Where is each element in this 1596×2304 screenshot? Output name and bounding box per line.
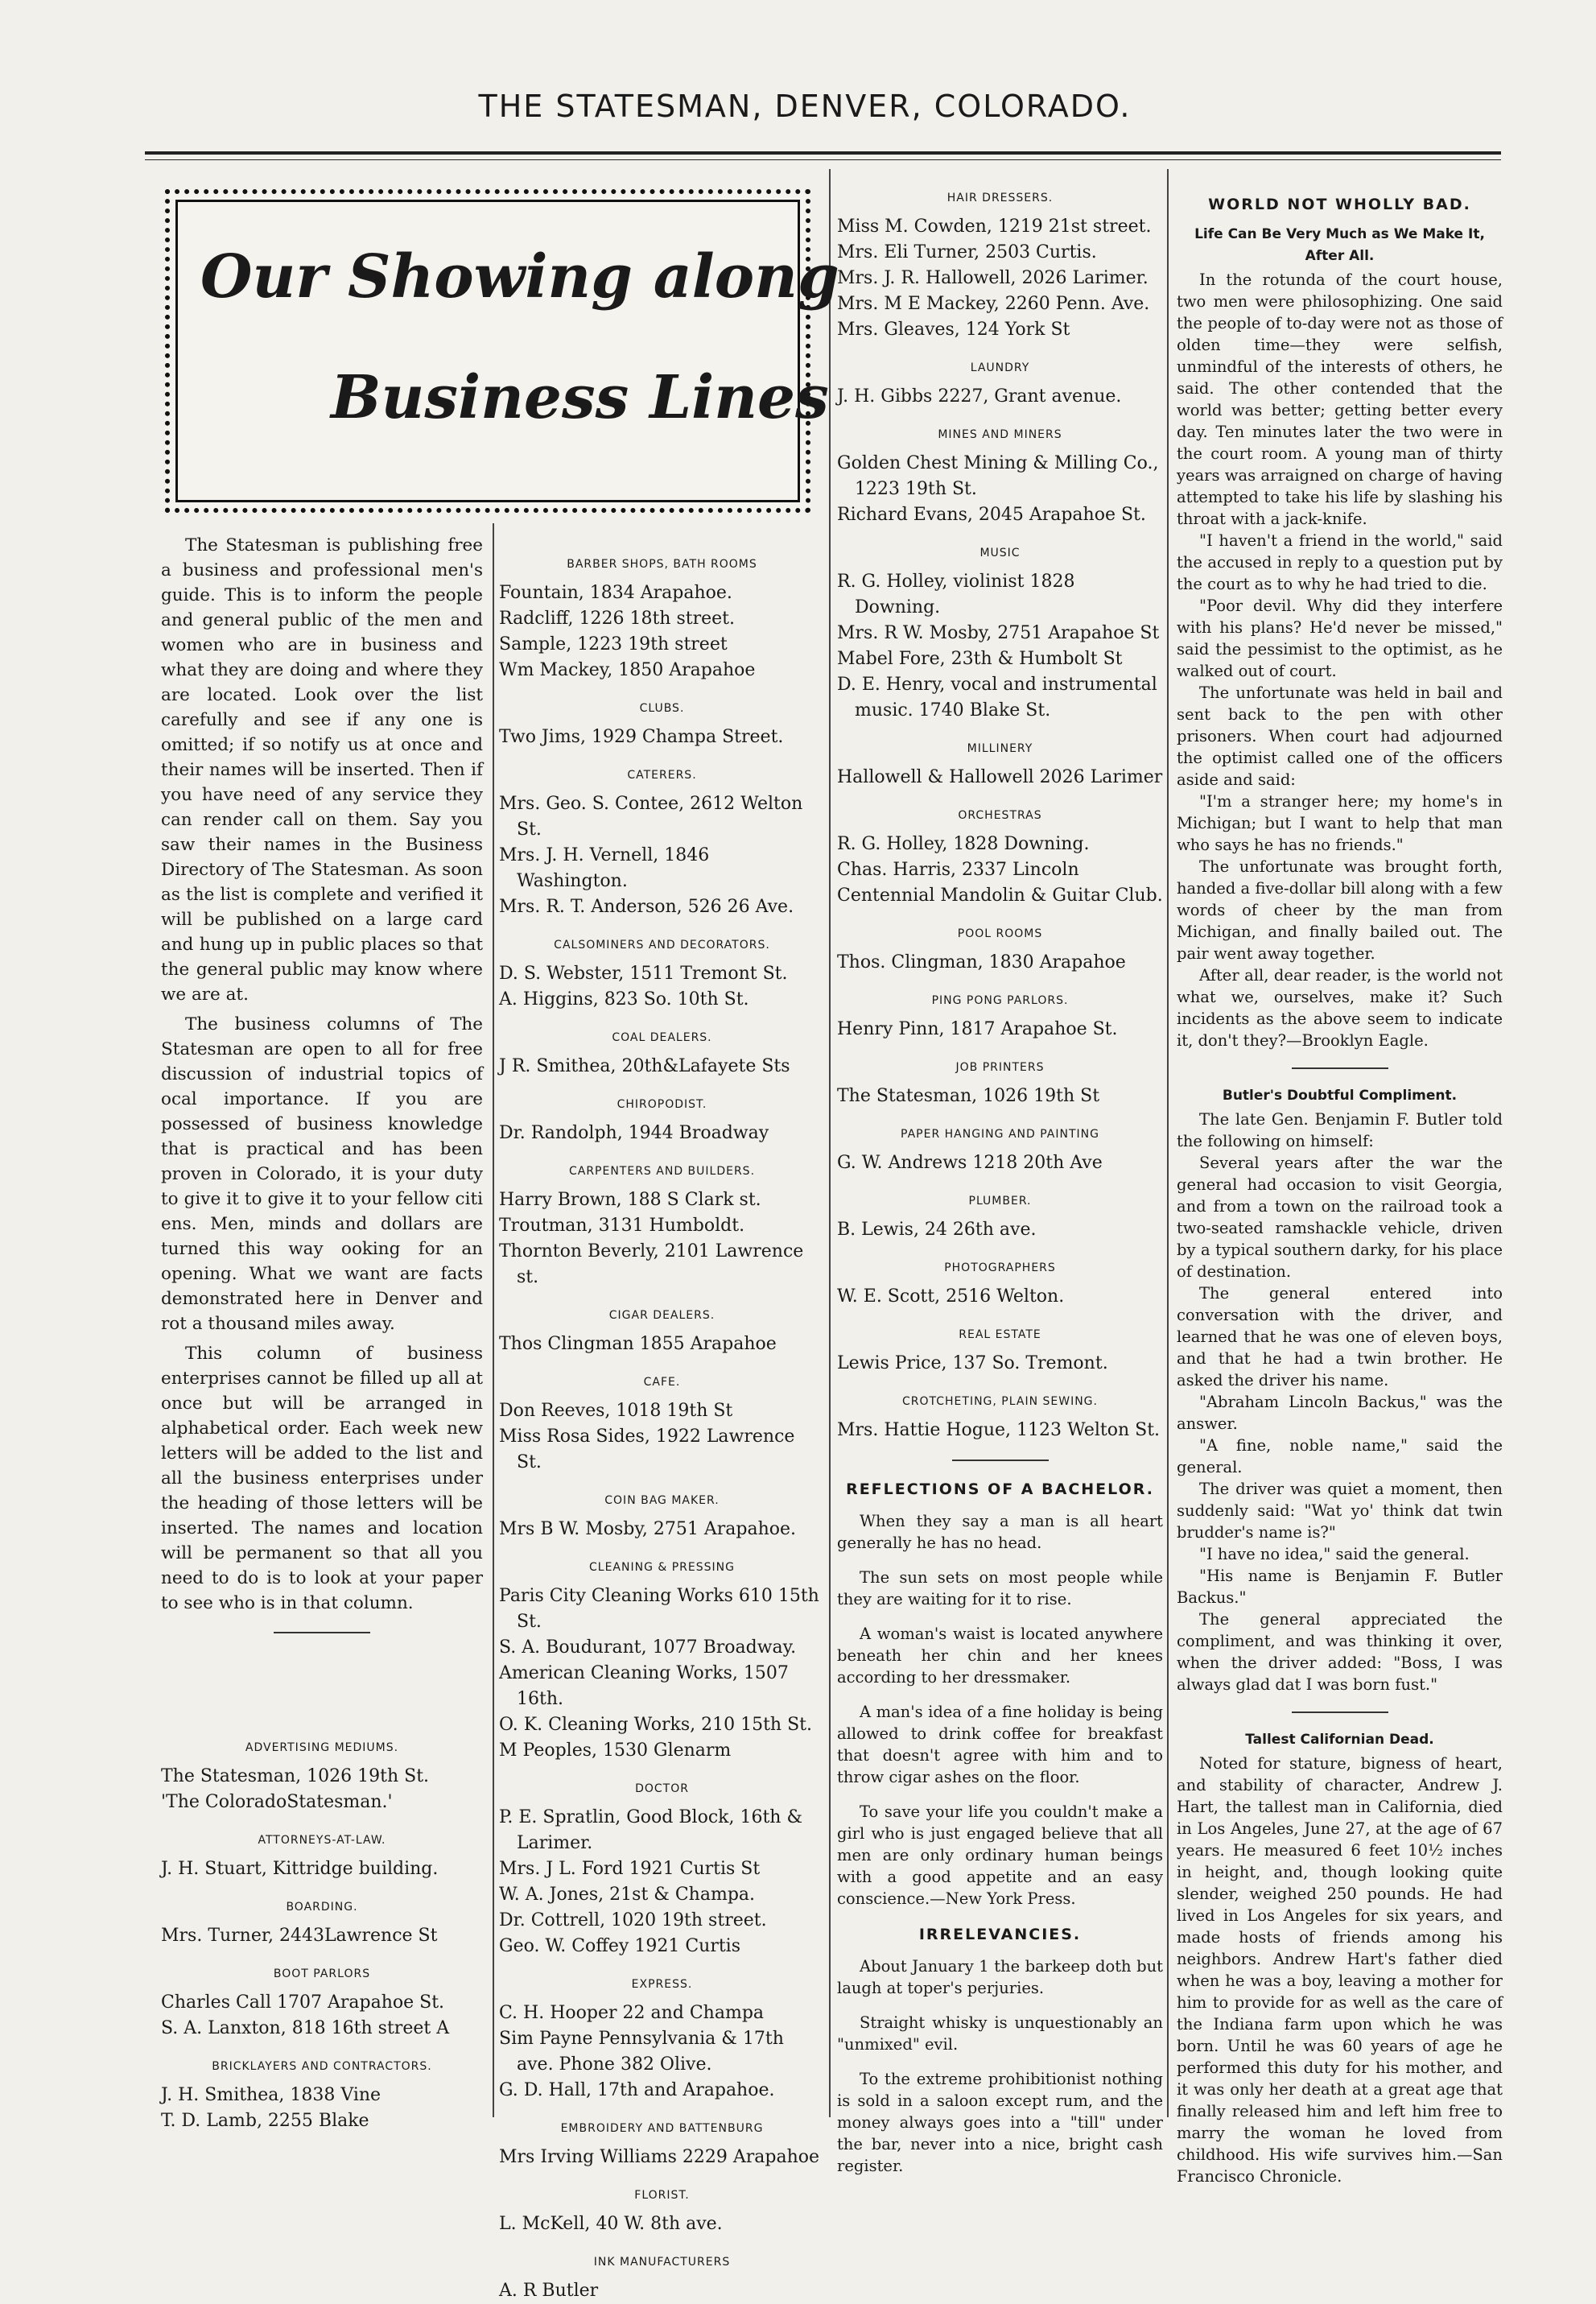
directory-entry: S. A. Lanxton, 818 16th street A (161, 2018, 450, 2038)
article-paragraph: The driver was quiet a moment, then suddenly said: "Wat yo' think dat twin brudder's name is?" (1177, 1480, 1503, 1542)
directory-entry: Lewis Price, 137 So. Tremont. (837, 1353, 1108, 1373)
column-divider (1167, 169, 1169, 2117)
article-paragraph: The late Gen. Benjamin F. Butler told the following on himself: (1177, 1110, 1503, 1150)
directory-entry: Mrs. J. H. Vernell, 1846 Washington. (499, 845, 710, 891)
directory-heading: POOL ROOMS (957, 927, 1043, 940)
directory-heading: BRICKLAYERS AND CONTRACTORS. (212, 2060, 432, 2073)
article-title: Tallest Californian Dead. (1245, 1732, 1434, 1748)
reflection-paragraph: The sun sets on most people while they are waiting for it to rise. (837, 1568, 1163, 1608)
directory-entry: Paris City Cleaning Works 610 15th St. (499, 1586, 819, 1632)
directory-entry: Don Reeves, 1018 19th St (499, 1401, 733, 1421)
directory-heading: EXPRESS. (631, 1978, 693, 1991)
article-paragraph: "I have no idea," said the general. (1199, 1545, 1470, 1563)
directory-heading: DOCTOR (635, 1782, 689, 1795)
directory-entry: Thornton Beverly, 2101 Lawrence st. (499, 1241, 804, 1287)
reflection-paragraph: When they say a man is all heart generally he has no head. (837, 1512, 1163, 1552)
directory-entry: Mrs. Hattie Hogue, 1123 Welton St. (837, 1420, 1161, 1440)
article-title: Butler's Doubtful Compliment. (1222, 1088, 1458, 1104)
column-3 (837, 173, 1163, 2190)
directory-heading: FLORIST. (634, 2189, 690, 2202)
article-paragraph: "Abraham Lincoln Backus," was the answer. (1177, 1393, 1503, 1433)
directory-heading: INK MANUFACTURERS (593, 2256, 731, 2269)
title-line-2: Business Lines (331, 363, 829, 432)
reflection-paragraph: A woman's waist is located anywhere beneath her chin and her knees according to her dressmaker. (837, 1625, 1163, 1687)
section-divider (1292, 1067, 1388, 1069)
directory-entry: Miss M. Cowden, 1219 21st street. (837, 217, 1152, 237)
article-paragraph: After all, dear reader, is the world not what we, ourselves, make it? Such incidents as the above seem to indicate it, don't they?—Brooklyn Eagle. (1177, 966, 1503, 1050)
directory-heading: BOOT PARLORS (273, 1967, 371, 1980)
directory-entry: W. E. Scott, 2516 Welton. (837, 1286, 1065, 1307)
directory-entry: Chas. Harris, 2337 Lincoln (837, 860, 1079, 880)
directory-heading: ADVERTISING MEDIUMS. (245, 1741, 399, 1754)
directory-entry: Sim Payne Pennsylvania & 17th ave. Phone 382 Olive. (499, 2029, 784, 2075)
article-paragraph: "His name is Benjamin F. Butler Backus." (1177, 1567, 1503, 1607)
column-1-directory (161, 1723, 483, 2134)
directory-heading: PHOTOGRAPHERS (944, 1261, 1056, 1274)
directory-entry: T. D. Lamb, 2255 Blake (161, 2111, 369, 2131)
directory-heading: PLUMBER. (968, 1195, 1032, 1208)
column-1-intro (161, 533, 483, 1650)
directory-entry: W. A. Jones, 21st & Champa. (499, 1885, 756, 1905)
article-paragraph: Noted for stature, bigness of heart, and stability of character, Andrew J. Hart, the tallest man in California, died in Los Angeles, June 27, at the age of 67 years. He measured 6 feet 10½ inches in height, and, though looking quite slender, weighed 250 pounds. He had lived in Los Angeles for six years, and made hosts of friends among his neighbors. Andrew Hart's father died when he was a boy, leaving a mother for him to provide for as well as the care of the Indiana farm upon which he was born. Until he was 60 years of age he performed this duty for his mother, and it was only her death at a great age that finally released him and left him free to marry the woman he loved from childhood. His wife survives him.—San Francisco Chronicle. (1177, 1754, 1503, 2186)
directory-heading: ATTORNEYS-AT-LAW. (258, 1834, 386, 1847)
directory-entry: J. H. Gibbs 2227, Grant avenue. (837, 386, 1122, 407)
directory-entry: The Statesman, 1026 19th St. (161, 1766, 430, 1786)
directory-entry: Mrs. Geo. S. Contee, 2612 Welton St. (499, 794, 803, 840)
directory-entry: Thos Clingman 1855 Arapahoe (499, 1334, 777, 1354)
column-divider (493, 523, 494, 2117)
directory-entry: R. G. Holley, 1828 Downing. (837, 834, 1090, 854)
directory-entry: Dr. Randolph, 1944 Broadway (499, 1123, 769, 1143)
directory-entry: Mrs B W. Mosby, 2751 Arapahoe. (499, 1519, 797, 1539)
article-paragraph: The general entered into conversation with the driver, and learned that he was one of eleven boys, and that he had a twin brother. He asked the driver his name. (1177, 1284, 1503, 1389)
masthead: THE STATESMAN, DENVER, COLORADO. (478, 89, 1132, 124)
intro-paragraph: The Statesman is publishing free a business and professional men's guide. This is to inform the people and general public of the men and women who are in business and what they are doing and where they are located. Look over the list carefully and see if any one is omitted; if so notify us at once and their names will be inserted. Then if you have need of any service they can render call on them. Say you saw their names in the Business Directory of The Statesman. As soon as the list is complete and verified it will be published on a large card and hung up in public places so that the general public may know where we are at. (161, 535, 483, 1005)
directory-heading: MUSIC (979, 547, 1021, 559)
directory-heading: EMBROIDERY AND BATTENBURG (560, 2122, 764, 2135)
directory-entry: 'The ColoradoStatesman.' (161, 1792, 393, 1812)
directory-entry: Golden Chest Mining & Milling Co., 1223 19th St. (837, 453, 1159, 499)
directory-entry: Fountain, 1834 Arapahoe. (499, 583, 732, 603)
column-4 (1177, 181, 1503, 2187)
directory-heading: PING PONG PARLORS. (931, 994, 1069, 1007)
directory-entry: S. A. Boudurant, 1077 Broadway. (499, 1637, 797, 1658)
directory-entry: Two Jims, 1929 Champa Street. (499, 727, 784, 747)
directory-heading: HAIR DRESSERS. (946, 192, 1054, 204)
section-divider (274, 1632, 370, 1633)
directory-entry: Miss Rosa Sides, 1922 Lawrence St. (499, 1427, 795, 1472)
article-paragraph: In the rotunda of the court house, two men were philosophizing. One said the people of to-day were not as those of olden time—they were selfish, unmindful of the interests of others, he said. The other contended that the world was better; getting better every day. Ten minutes later the two were in the court room. A young man of thirty years was arraigned on charge of having attempted to take his life by slashing his throat with a jack-knife. (1177, 270, 1503, 528)
directory-entry: C. H. Hooper 22 and Champa (499, 2003, 765, 2023)
article-paragraph: "I haven't a friend in the world," said the accused in reply to a question put by the court as to why he had tried to die. (1177, 531, 1503, 593)
column-divider (829, 169, 831, 2117)
directory-entry: Mrs Irving Williams 2229 Arapahoe (499, 2147, 820, 2167)
masthead-rule-thin (145, 159, 1501, 160)
directory-heading: BARBER SHOPS, BATH ROOMS (567, 558, 757, 571)
section-divider (1292, 1711, 1388, 1713)
irrelevancies-title: IRRELEVANCIES. (918, 1926, 1082, 1943)
directory-entry: R. G. Holley, violinist 1828 Downing. (837, 572, 1075, 617)
directory-entry: B. Lewis, 24 26th ave. (837, 1220, 1037, 1240)
directory-entry: Henry Pinn, 1817 Arapahoe St. (837, 1019, 1118, 1039)
irrelevancy-paragraph: Straight whisky is unquestionably an "unmixed" evil. (837, 2013, 1163, 2054)
article-paragraph: "Poor devil. Why did they interfere with his plans? He'd never be missed," said the pessimist to the optimist, as he walked out of court. (1177, 597, 1503, 680)
directory-heading: CAFE. (643, 1376, 681, 1389)
article-paragraph: "A fine, noble name," said the general. (1177, 1436, 1503, 1476)
directory-heading: CIGAR DEALERS. (608, 1309, 716, 1322)
directory-entry: Mrs. R. T. Anderson, 526 26 Ave. (499, 897, 794, 917)
directory-entry: G. D. Hall, 17th and Arapahoe. (499, 2080, 775, 2100)
intro-paragraph: The business columns of The Statesman are open to all for free discussion of industrial topics of ocal importance. If you are possessed of business knowledge that is practical and has been proven in Colorado, it is your duty to give it to give it to your fellow citi ens. Men, minds and dollars are turned this way ooking for an opening. What we want are facts demonstrated here in Denver and rot a thousand miles away. (161, 1014, 483, 1334)
article-paragraph: Several years after the war the general had occasion to visit Georgia, and from a town on the railroad took a two-seated ramshackle vehicle, driven by a typical southern darky, for his place of destination. (1177, 1154, 1503, 1281)
section-divider (952, 1460, 1049, 1461)
directory-entry: Mrs. J L. Ford 1921 Curtis St (499, 1859, 761, 1879)
directory-heading: JOB PRINTERS (955, 1061, 1045, 1074)
intro-paragraph: This column of business enterprises cannot be filled up all at once but will be arranged in alphabetical order. Each week new letters will be added to the list and all the business enterprises under the heading of those letters will be inserted. The names and location will be permanent so that all you need to do is to look at your paper to see who is in that column. (161, 1344, 483, 1613)
directory-heading: BOARDING. (286, 1901, 358, 1914)
directory-entry: A. Higgins, 823 So. 10th St. (499, 989, 749, 1010)
directory-heading: ORCHESTRAS (958, 809, 1042, 822)
directory-entry: Radcliff, 1226 18th street. (499, 609, 735, 629)
irrelevancy-paragraph: To the extreme prohibitionist nothing is sold in a saloon except rum, and the money always goes into a "till" under the bar, never into a nice, bright cash register. (837, 2070, 1163, 2175)
directory-entry: Dr. Cottrell, 1020 19th street. (499, 1910, 767, 1930)
title-line-1: Our Showing along (200, 242, 839, 312)
directory-entry: Troutman, 3131 Humboldt. (499, 1216, 745, 1236)
directory-entry: Richard Evans, 2045 Arapahoe St. (837, 505, 1146, 525)
reflections-body (837, 1510, 1163, 1910)
reflection-paragraph: To save your life you couldn't make a girl who is just engaged believe that all men are only ordinary human beings with a good appetite and an easy conscience.—New York Press. (837, 1802, 1163, 1908)
directory-entry: O. K. Cleaning Works, 210 15th St. (499, 1715, 812, 1735)
title-box (165, 189, 839, 513)
article-subtitle: Life Can Be Very Much as We Make It, After All. (1194, 226, 1485, 264)
directory-entry: G. W. Andrews 1218 20th Ave (837, 1153, 1103, 1173)
article-paragraph: The unfortunate was held in bail and sent back to the pen with other prisoners. When court had adjourned the optimist called one of the officers aside and said: (1177, 683, 1503, 789)
directory-heading: CHIROPODIST. (617, 1098, 707, 1111)
directory-entry: Mrs. Turner, 2443Lawrence St (161, 1926, 438, 1946)
directory-heading: PAPER HANGING AND PAINTING (901, 1128, 1099, 1141)
directory-entry: Geo. W. Coffey 1921 Curtis (499, 1936, 741, 1956)
directory-heading: CARPENTERS AND BUILDERS. (568, 1165, 756, 1178)
directory-entry: Thos. Clingman, 1830 Arapahoe (837, 952, 1126, 972)
directory-heading: LAUNDRY (970, 361, 1030, 374)
directory-entry: Harry Brown, 188 S Clark st. (499, 1190, 761, 1210)
directory-heading: MINES AND MINERS (938, 428, 1062, 441)
article-paragraph: "I'm a stranger here; my home's in Michigan; but I want to help that man who says he has no friends." (1177, 792, 1503, 854)
directory-heading: CALSOMINERS AND DECORATORS. (554, 939, 770, 952)
directory-entry: Wm Mackey, 1850 Arapahoe (499, 660, 756, 680)
article-title: WORLD NOT WHOLLY BAD. (1208, 196, 1471, 213)
directory-entry: American Cleaning Works, 1507 16th. (499, 1663, 789, 1709)
directory-entry: Mrs. R W. Mosby, 2751 Arapahoe St (837, 623, 1160, 643)
directory-entry: Sample, 1223 19th street (499, 634, 728, 654)
directory-entry: Mabel Fore, 23th & Humbolt St (837, 649, 1123, 669)
directory-heading: REAL ESTATE (959, 1328, 1041, 1341)
directory-entry: A. R Butler (499, 2281, 599, 2301)
directory-entry: P. E. Spratlin, Good Block, 16th & Larimer. (499, 1807, 803, 1853)
reflection-paragraph: A man's idea of a fine holiday is being allowed to drink coffee for breakfast that doesn't agree with him and to throw cigar ashes on the floor. (837, 1703, 1163, 1786)
directory-entry: Mrs. Gleaves, 124 York St (837, 320, 1070, 340)
irrelevancy-paragraph: About January 1 the barkeep doth but laugh at toper's perjuries. (837, 1957, 1163, 1997)
masthead-rule (145, 151, 1501, 155)
directory-entry: Centennial Mandolin & Guitar Club. (837, 886, 1163, 906)
directory-entry: Charles Call 1707 Arapahoe St. (161, 1992, 445, 2013)
directory-heading: MILLINERY (967, 742, 1033, 755)
directory-heading: CATERERS. (627, 769, 697, 782)
reflections-title: REFLECTIONS OF A BACHELOR. (846, 1480, 1154, 1498)
column-2-directory (499, 539, 825, 2304)
directory-entry: Mrs. M E Mackey, 2260 Penn. Ave. (837, 294, 1150, 314)
directory-entry: Hallowell & Hallowell 2026 Larimer (837, 767, 1163, 787)
directory-entry: Mrs. Eli Turner, 2503 Curtis. (837, 242, 1097, 262)
directory-entry: D. S. Webster, 1511 Tremont St. (499, 964, 788, 984)
irrelevancies-body (837, 1955, 1163, 2177)
directory-entry: M Peoples, 1530 Glenarm (499, 1740, 732, 1761)
directory-entry: J. H. Stuart, Kittridge building. (161, 1859, 439, 1879)
directory-entry: J. H. Smithea, 1838 Vine (161, 2085, 381, 2105)
directory-heading: CLEANING & PRESSING (589, 1561, 735, 1574)
directory-heading: CLUBS. (639, 702, 685, 715)
directory-entry: The Statesman, 1026 19th St (837, 1086, 1100, 1106)
article-paragraph: The unfortunate was brought forth, handed a five-dollar bill along with a few words of cheer by the man from Michigan, and finally bailed out. The pair went away together. (1177, 857, 1503, 963)
directory-entry: Mrs. J. R. Hallowell, 2026 Larimer. (837, 268, 1149, 288)
article-paragraph: The general appreciated the compliment, and was thinking it over, when the driver added: "Boss, I was always glad dat I was born fust." (1177, 1610, 1503, 1694)
directory-entry: L. McKell, 40 W. 8th ave. (499, 2214, 723, 2234)
directory-heading: CROTCHETING, PLAIN SEWING. (902, 1395, 1098, 1408)
directory-entry: D. E. Henry, vocal and instrumental music. 1740 Blake St. (837, 675, 1157, 721)
directory-heading: COAL DEALERS. (612, 1031, 712, 1044)
directory-heading: COIN BAG MAKER. (604, 1494, 720, 1507)
directory-entry: J R. Smithea, 20th&Lafayete Sts (499, 1056, 790, 1076)
